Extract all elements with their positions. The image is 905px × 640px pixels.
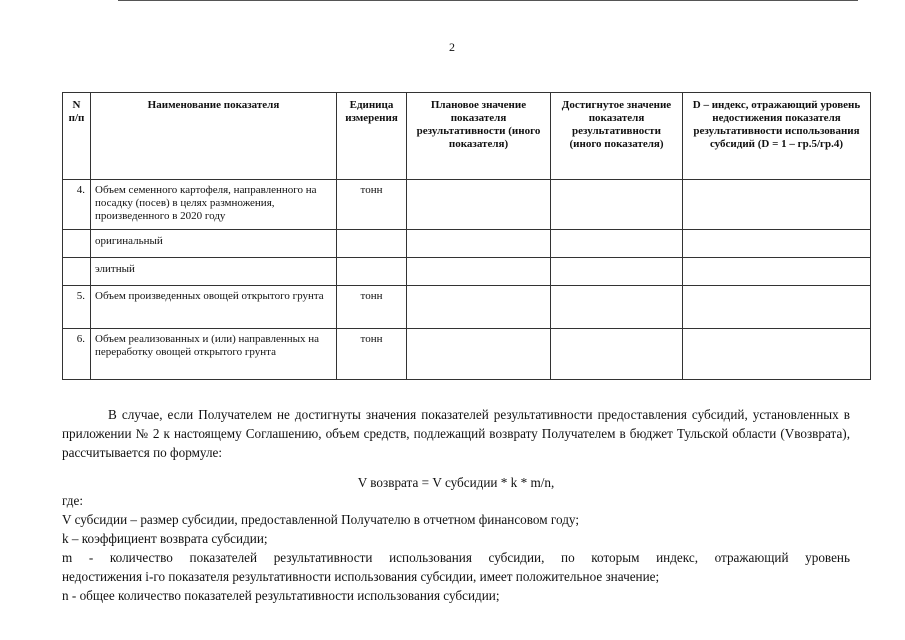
top-rule [118,0,858,1]
row-num: 5. [63,286,91,329]
row-achieved [551,258,683,286]
indicators-table [62,92,871,380]
definition-v: V субсидии – размер субсидии, предоставленной Получателю в отчетном финансовом году; [62,512,579,527]
header-unit: Единица измерения [337,93,407,180]
row-achieved [551,329,683,380]
where-label: где: [62,493,83,508]
row-unit [337,230,407,258]
refund-formula: V возврата = V субсидии * k * m/n, [357,475,555,490]
row-unit: тонн [337,180,407,230]
row-index [683,180,871,230]
row-name: оригинальный [91,230,337,258]
table-row [63,230,871,258]
page-number: 2 [449,40,455,54]
row-index [683,258,871,286]
row-num: 4. [63,180,91,230]
row-plan [407,286,551,329]
row-index [683,286,871,329]
definition-m-line1: m - количество показателей результативности использования субсидии, по которым индекс, отражающий уровень [62,550,850,565]
row-achieved [551,230,683,258]
table-row [63,258,871,286]
row-name: Объем семенного картофеля, направленного на посадку (посев) в целях размножения, произведенного в 2020 году [91,180,337,230]
row-num: 6. [63,329,91,380]
row-index [683,230,871,258]
row-plan [407,230,551,258]
row-plan [407,180,551,230]
table-row [63,180,871,230]
table-header-row [63,93,871,180]
header-index: D – индекс, отражающий уровень недостижения показателя результативности использования субсидий (D = 1 – гр.5/гр.4) [683,93,871,180]
header-num: N п/п [63,93,91,180]
row-unit: тонн [337,329,407,380]
row-num [63,230,91,258]
definition-m-line2: недостижения i-го показателя результативности использования субсидии, имеет положительное значение; [62,569,660,584]
header-plan: Плановое значение показателя результативности (иного показателя) [407,93,551,180]
header-achieved: Достигнутое значение показателя результативности (иного показателя) [551,93,683,180]
row-plan [407,258,551,286]
definition-k: k – коэффициент возврата субсидии; [62,531,268,546]
row-name: Объем реализованных и (или) направленных на переработку овощей открытого грунта [91,329,337,380]
table-row [63,286,871,329]
row-unit [337,258,407,286]
row-index [683,329,871,380]
definition-n: n - общее количество показателей результативности использования субсидии; [62,588,500,603]
row-unit: тонн [337,286,407,329]
table-row [63,329,871,380]
row-name: элитный [91,258,337,286]
refund-paragraph: В случае, если Получателем не достигнуты значения показателей результативности предоставления субсидий, установленных в приложении № 2 к настоящему Соглашению, объем средств, подлежащий возврату Получателем в бюджет Тульской области (Vвозврата), рассчитывается по формуле: [62,407,850,460]
header-name: Наименование показателя [91,93,337,180]
row-plan [407,329,551,380]
row-name: Объем произведенных овощей открытого грунта [91,286,337,329]
row-num [63,258,91,286]
row-achieved [551,286,683,329]
row-achieved [551,180,683,230]
